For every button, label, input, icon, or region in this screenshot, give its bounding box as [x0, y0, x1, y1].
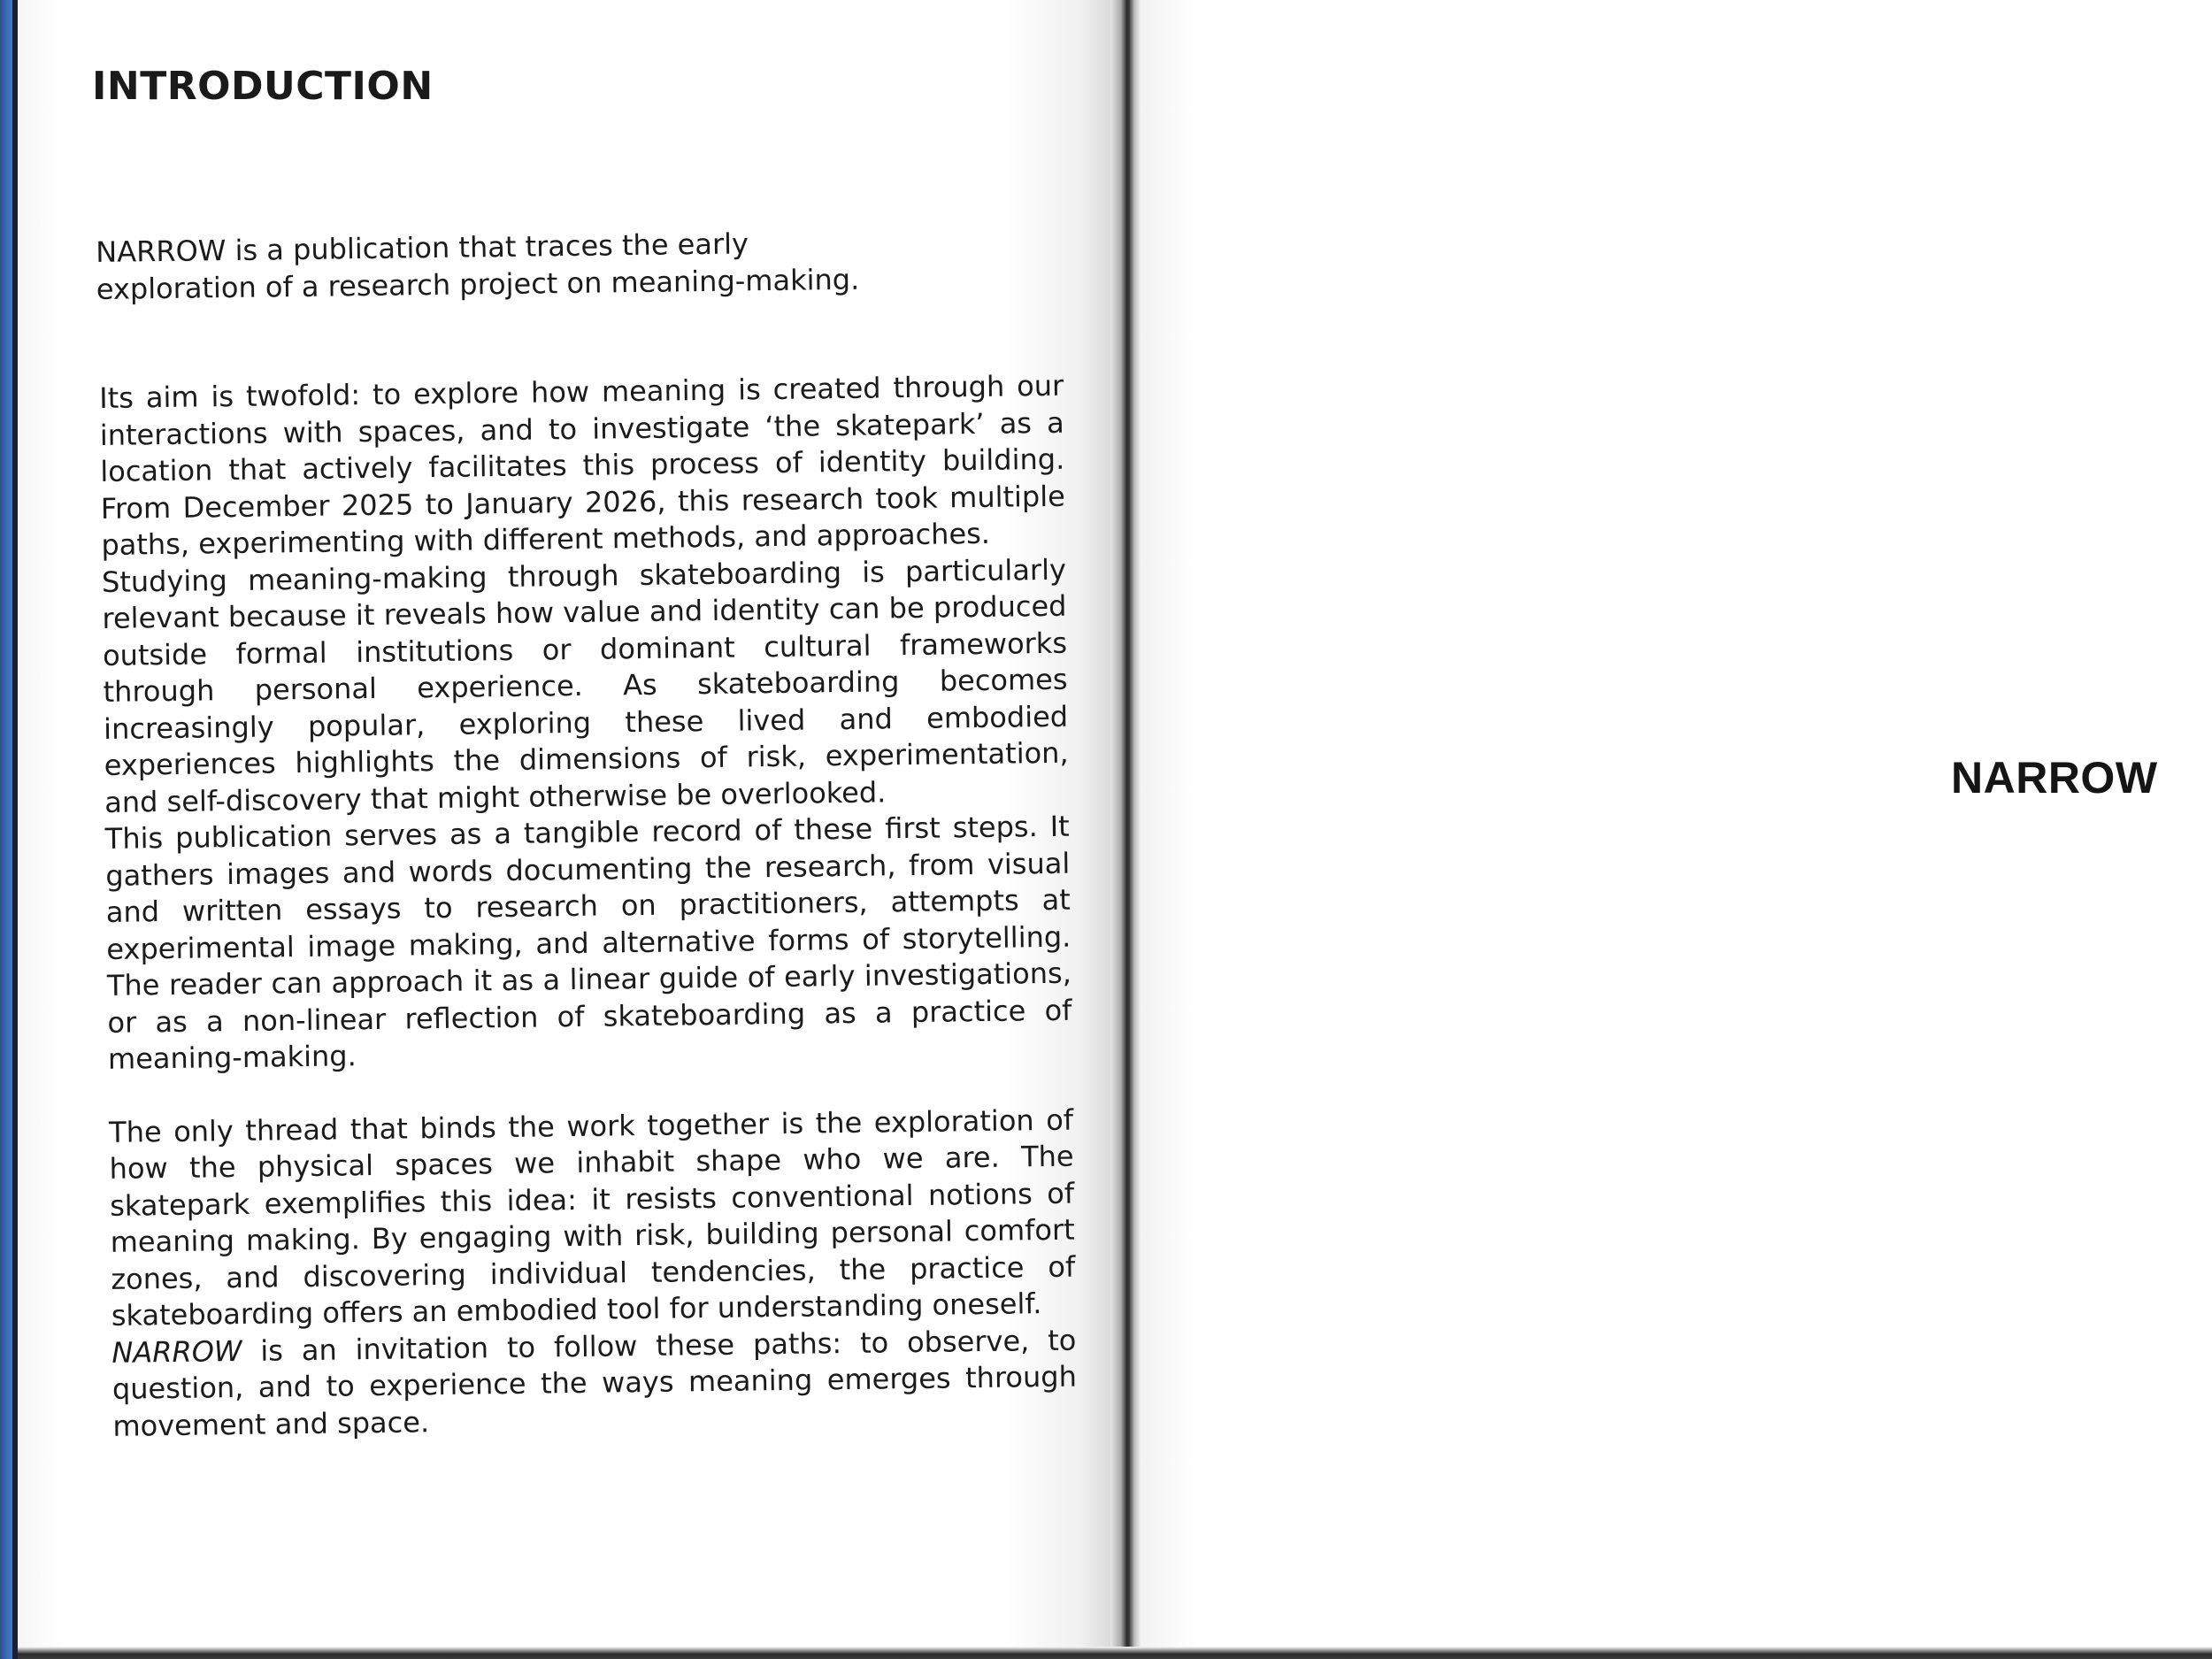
page-heading: INTRODUCTION: [92, 64, 434, 109]
paragraph-relevance: Studying meaning-making through skateboarding is particularly relevant because it reveals how value and identity can be produced outside formal institutions or dominant cultural frameworks through personal experience. As skateboarding becomes increasingly popular, exploring these lived and embodied experiences highlights the dimensions of risk, experimentation, and self-discovery that might otherwise be overlooked.: [101, 552, 1069, 819]
invitation-text: is an invitation to follow these paths: to observe, to question, and to experience the ways meaning emerges through movement and space.: [111, 1323, 1078, 1443]
intro-text: [96, 224, 893, 308]
page-gutter: [1110, 0, 1141, 1659]
paragraph-record: This publication serves as a tangible record of these first steps. It gathers images and words documenting the research, from visual and written essays to research on practitioners, attempts at experimental image making, and alternative forms of storytelling. The reader can approach it as a linear guide of early investigations, or as a non-linear reflection of skateboarding as a practice of meaning-making.: [104, 809, 1072, 1076]
paragraph-invitation: [111, 1322, 1078, 1445]
paragraph-aim: Its aim is twofold: to explore how meaning is created through our interactions with spaces, and to investigate ‘the skatepark’ as a location that actively facilitates this process of identity building. From December 2025 to January 2026, this research took multiple paths, experimenting with different methods, and approaches.: [99, 368, 1066, 562]
right-page: [1141, 0, 2212, 1659]
book-cover-edge: [0, 0, 12, 1659]
body-text: [99, 368, 1078, 1445]
publication-name-emphasis: NARROW: [111, 1333, 242, 1370]
intro-paragraph: NARROW is a publication that traces the early exploration of a research project on meaning-making.: [96, 227, 860, 306]
scan-bottom-edge: [18, 1647, 2212, 1659]
publication-title: NARROW: [1951, 753, 2158, 803]
paragraph-thread: The only thread that binds the work together is the exploration of how the physical spaces we inhabit shape who we are. The skatepark exemplifies this idea: it resists conventional notions of meaning making. By engaging with risk, building personal comfort zones, and discovering individual tendencies, the practice of skateboarding offers an embodied tool for understanding oneself.: [108, 1102, 1076, 1333]
